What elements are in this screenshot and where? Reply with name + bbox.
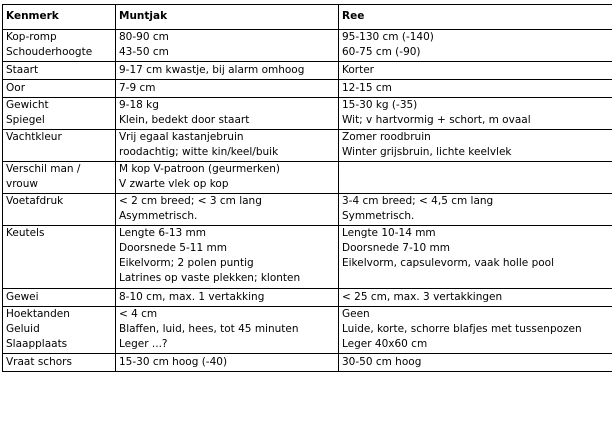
- table-row: [3, 30, 612, 62]
- table-row: [3, 62, 612, 80]
- cell-muntjak: [116, 162, 339, 194]
- cell-line: 9-18 kg: [119, 99, 159, 111]
- cell-line: M kop V-patroon (geurmerken): [119, 163, 280, 175]
- cell-line: Geluid: [6, 323, 40, 335]
- cell-line: 30-50 cm hoog: [342, 356, 422, 368]
- cell-line: Blaffen, luid, hees, tot 45 minuten: [119, 323, 299, 335]
- cell-kenmerk: [3, 289, 116, 307]
- cell-line: < 2 cm breed; < 3 cm lang: [119, 195, 262, 207]
- header-row: [3, 5, 612, 30]
- cell-kenmerk: [3, 98, 116, 130]
- cell-line: 95-130 cm (-140): [342, 31, 434, 43]
- cell-line: Winter grijsbruin, lichte keelvlek: [342, 146, 512, 158]
- table-row: [3, 80, 612, 98]
- cell-line: Latrines op vaste plekken; klonten: [119, 272, 301, 284]
- comparison-table: [2, 4, 612, 372]
- cell-line: Eikelvorm; 2 polen puntig: [119, 257, 254, 269]
- cell-ree: [339, 62, 612, 80]
- cell-muntjak: [116, 307, 339, 354]
- cell-ree: [339, 80, 612, 98]
- cell-line: vrouw: [6, 178, 38, 190]
- table-row: [3, 289, 612, 307]
- cell-line: 60-75 cm (-90): [342, 46, 421, 58]
- cell-ree: [339, 289, 612, 307]
- cell-line: Gewei: [6, 291, 39, 303]
- cell-kenmerk: [3, 194, 116, 226]
- cell-line: Geen: [342, 308, 370, 320]
- cell-ree: [339, 307, 612, 354]
- cell-line: Korter: [342, 64, 374, 76]
- table-row: [3, 98, 612, 130]
- cell-line: 3-4 cm breed; < 4,5 cm lang: [342, 195, 494, 207]
- cell-line: Doorsnede 5-11 mm: [119, 242, 227, 254]
- cell-line: Oor: [6, 82, 26, 94]
- header-muntjak: Muntjak: [116, 5, 339, 30]
- cell-kenmerk: [3, 62, 116, 80]
- cell-line: V zwarte vlek op kop: [119, 178, 229, 190]
- cell-kenmerk: [3, 30, 116, 62]
- cell-line: Staart: [6, 64, 39, 76]
- table-row: [3, 162, 612, 194]
- cell-muntjak: [116, 354, 339, 372]
- cell-ree: [339, 354, 612, 372]
- cell-line: Hoektanden: [6, 308, 70, 320]
- table-row: [3, 130, 612, 162]
- cell-line: 9-17 cm kwastje, bij alarm omhoog: [119, 64, 305, 76]
- cell-line: 7-9 cm: [119, 82, 156, 94]
- cell-line: Voetafdruk: [6, 195, 64, 207]
- cell-muntjak: [116, 62, 339, 80]
- cell-line: < 4 cm: [119, 308, 158, 320]
- cell-ree: [339, 98, 612, 130]
- cell-line: Leger ...?: [119, 338, 168, 350]
- cell-muntjak: [116, 130, 339, 162]
- cell-line: Lengte 10-14 mm: [342, 227, 436, 239]
- cell-line: Leger 40x60 cm: [342, 338, 428, 350]
- cell-line: Gewicht: [6, 99, 49, 111]
- cell-ree: [339, 130, 612, 162]
- cell-kenmerk: [3, 80, 116, 98]
- cell-line: Vrij egaal kastanjebruin: [119, 131, 244, 143]
- cell-line: Vachtkleur: [6, 131, 62, 143]
- cell-line: Verschil man /: [6, 163, 81, 175]
- cell-kenmerk: [3, 130, 116, 162]
- cell-line: Slaapplaats: [6, 338, 68, 350]
- table-row: [3, 226, 612, 289]
- table-row: [3, 194, 612, 226]
- cell-line: Wit; v hartvormig + schort, m ovaal: [342, 114, 531, 126]
- cell-line: Luide, korte, schorre blafjes met tussenpozen: [342, 323, 582, 335]
- cell-line: Lengte 6-13 mm: [119, 227, 206, 239]
- cell-muntjak: [116, 289, 339, 307]
- table-body: [3, 30, 612, 372]
- cell-kenmerk: [3, 307, 116, 354]
- cell-ree: [339, 162, 612, 194]
- header-kenmerk: Kenmerk: [3, 5, 116, 30]
- header-ree: Ree: [339, 5, 612, 30]
- cell-line: 15-30 cm hoog (-40): [119, 356, 228, 368]
- cell-kenmerk: [3, 226, 116, 289]
- cell-ree: [339, 226, 612, 289]
- cell-line: < 25 cm, max. 3 vertakkingen: [342, 291, 503, 303]
- cell-line: Eikelvorm, capsulevorm, vaak holle pool: [342, 257, 554, 269]
- table-row: [3, 307, 612, 354]
- cell-muntjak: [116, 98, 339, 130]
- cell-line: Kop-romp: [6, 31, 57, 43]
- cell-muntjak: [116, 30, 339, 62]
- cell-line: Vraat schors: [6, 356, 72, 368]
- cell-line: roodachtig; witte kin/keel/buik: [119, 146, 279, 158]
- cell-line: Doorsnede 7-10 mm: [342, 242, 450, 254]
- cell-muntjak: [116, 80, 339, 98]
- cell-line: 80-90 cm: [119, 31, 169, 43]
- cell-ree: [339, 194, 612, 226]
- table-row: [3, 354, 612, 372]
- cell-line: 15-30 kg (-35): [342, 99, 418, 111]
- cell-kenmerk: [3, 162, 116, 194]
- cell-line: 12-15 cm: [342, 82, 392, 94]
- cell-line: Spiegel: [6, 114, 45, 126]
- cell-line: Asymmetrisch.: [119, 210, 198, 222]
- cell-line: Keutels: [6, 227, 45, 239]
- cell-kenmerk: [3, 354, 116, 372]
- cell-muntjak: [116, 226, 339, 289]
- cell-muntjak: [116, 194, 339, 226]
- cell-ree: [339, 30, 612, 62]
- cell-line: 8-10 cm, max. 1 vertakking: [119, 291, 265, 303]
- cell-line: Schouderhoogte: [6, 46, 93, 58]
- cell-line: Klein, bedekt door staart: [119, 114, 250, 126]
- cell-line: Symmetrisch.: [342, 210, 415, 222]
- cell-line: Zomer roodbruin: [342, 131, 431, 143]
- cell-line: 43-50 cm: [119, 46, 169, 58]
